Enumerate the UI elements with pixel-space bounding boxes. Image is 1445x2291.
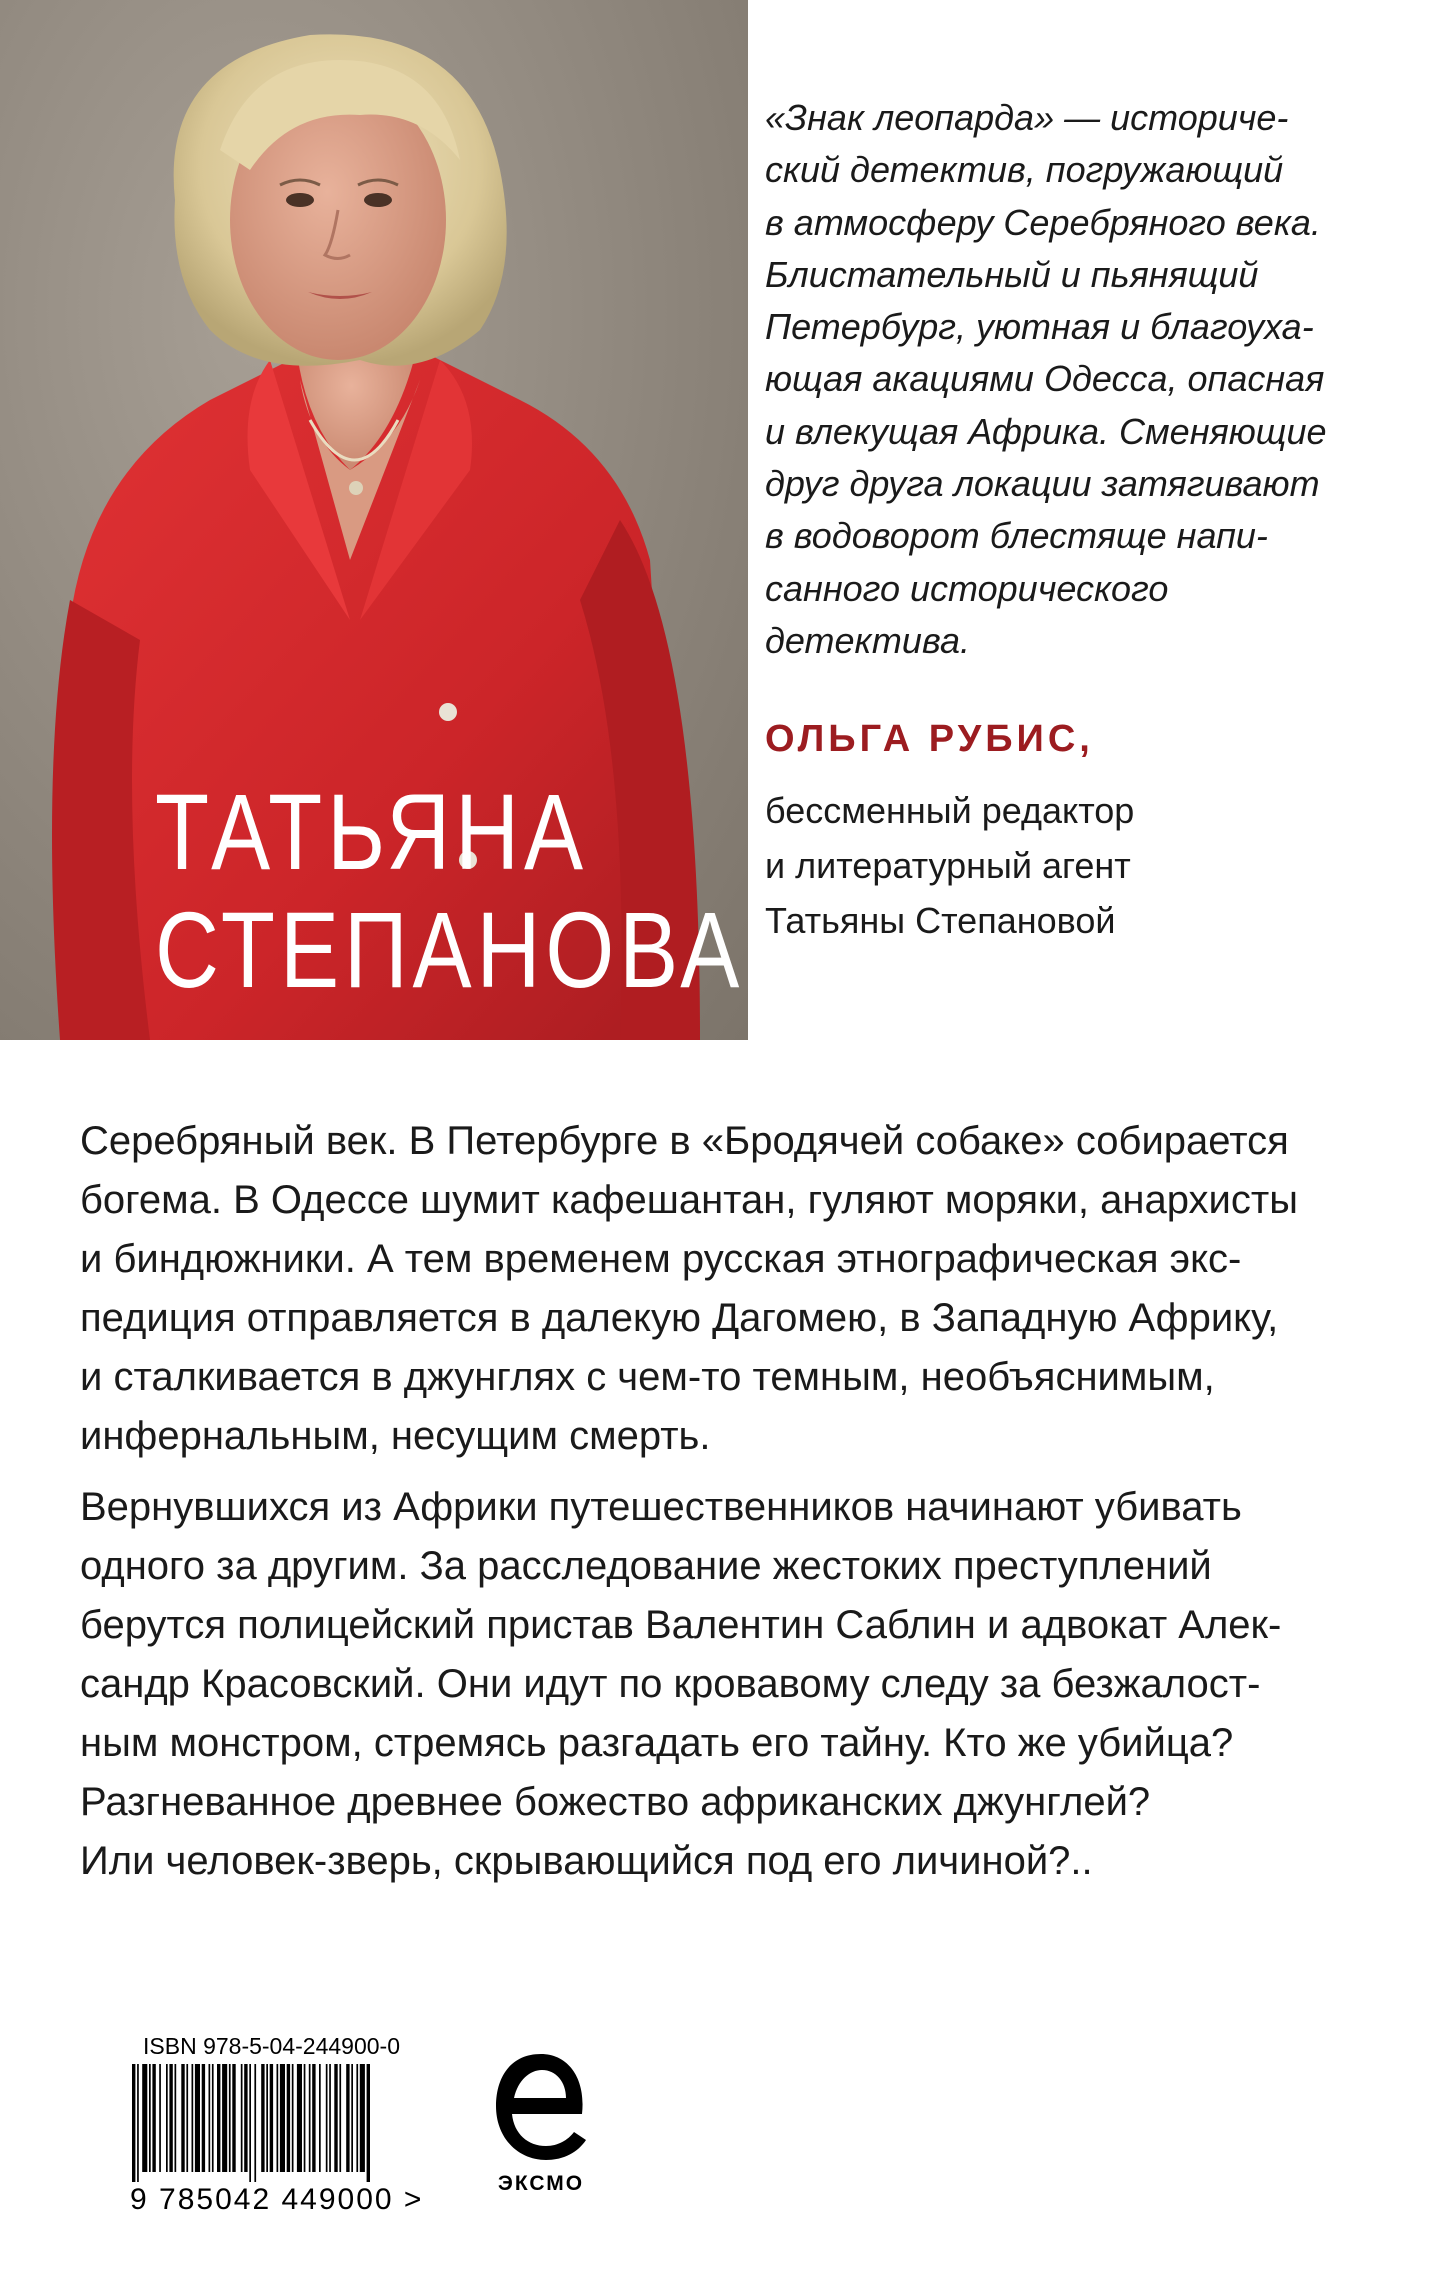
barcode-digits: 9 785042 449000 > [130, 2183, 424, 2216]
barcode-icon [130, 2064, 440, 2182]
quote-line: детектива. [765, 619, 970, 661]
author-name-line2: СТЕПАНОВА [155, 889, 745, 1010]
quote-line: и влекущая Африка. Сменяющие [765, 410, 1327, 452]
quote-line: ский детектив, погружающий [765, 149, 1284, 191]
description-paragraph-1 [80, 1112, 1400, 1466]
description-line: ным монстром, стремясь разгадать его тайну. Кто же убийца? [80, 1721, 1234, 1765]
publisher-name: ЭКСМО [497, 2172, 585, 2195]
author-name-line1: ТАТЬЯНА [155, 771, 588, 892]
quote-line: Петербург, уютная и благоуха- [765, 306, 1314, 348]
description-line: одного за другим. За расследование жестоких преступлений [80, 1544, 1212, 1588]
review-quote [765, 92, 1425, 667]
isbn-label: ISBN 978-5-04-244900-0 [143, 2033, 400, 2059]
quote-line: ющая акациями Одесса, опасная [765, 358, 1325, 400]
description-line: педиция отправляется в далекую Дагомею, в Западную Африку, [80, 1296, 1279, 1340]
quote-line: в водоворот блестяще напи- [765, 515, 1268, 557]
reviewer-role-line: Татьяны Степановой [765, 900, 1116, 941]
quote-line: в атмосферу Серебряного века. [765, 201, 1321, 243]
eksmo-logo-icon [490, 2048, 592, 2168]
quote-line: Блистательный и пьянящий [765, 253, 1259, 295]
reviewer-name: ОЛЬГА РУБИС, [765, 718, 1094, 760]
quote-line: «Знак леопарда» — историче- [765, 97, 1289, 138]
description-line: Или человек-зверь, скрывающийся под его личиной?.. [80, 1839, 1093, 1883]
description-line: Серебряный век. В Петербурге в «Бродячей собаке» собирается [80, 1119, 1289, 1163]
description-paragraph-2 [80, 1478, 1400, 1891]
description-line: и биндюжники. А тем временем русская этнографическая экс- [80, 1237, 1242, 1281]
description-line: богема. В Одессе шумит кафешантан, гуляют моряки, анархисты [80, 1178, 1298, 1222]
reviewer-role-line: бессменный редактор [765, 790, 1135, 831]
description-line: Разгневанное древнее божество африканских джунглей? [80, 1780, 1151, 1824]
quote-line: друг друга локации затягивают [765, 463, 1320, 505]
author-photo [0, 0, 748, 1040]
reviewer-role [765, 783, 1134, 948]
description-line: Вернувшихся из Африки путешественников начинают убивать [80, 1485, 1242, 1529]
description-line: сандр Красовский. Они идут по кровавому следу за безжалост- [80, 1662, 1261, 1706]
description-line: и сталкивается в джунглях с чем-то темным, необъяснимым, [80, 1355, 1215, 1399]
description-line: берутся полицейский пристав Валентин Саблин и адвокат Алек- [80, 1603, 1282, 1647]
reviewer-role-line: и литературный агент [765, 845, 1131, 886]
quote-line: санного исторического [765, 567, 1169, 609]
description-line: инфернальным, несущим смерть. [80, 1414, 711, 1458]
